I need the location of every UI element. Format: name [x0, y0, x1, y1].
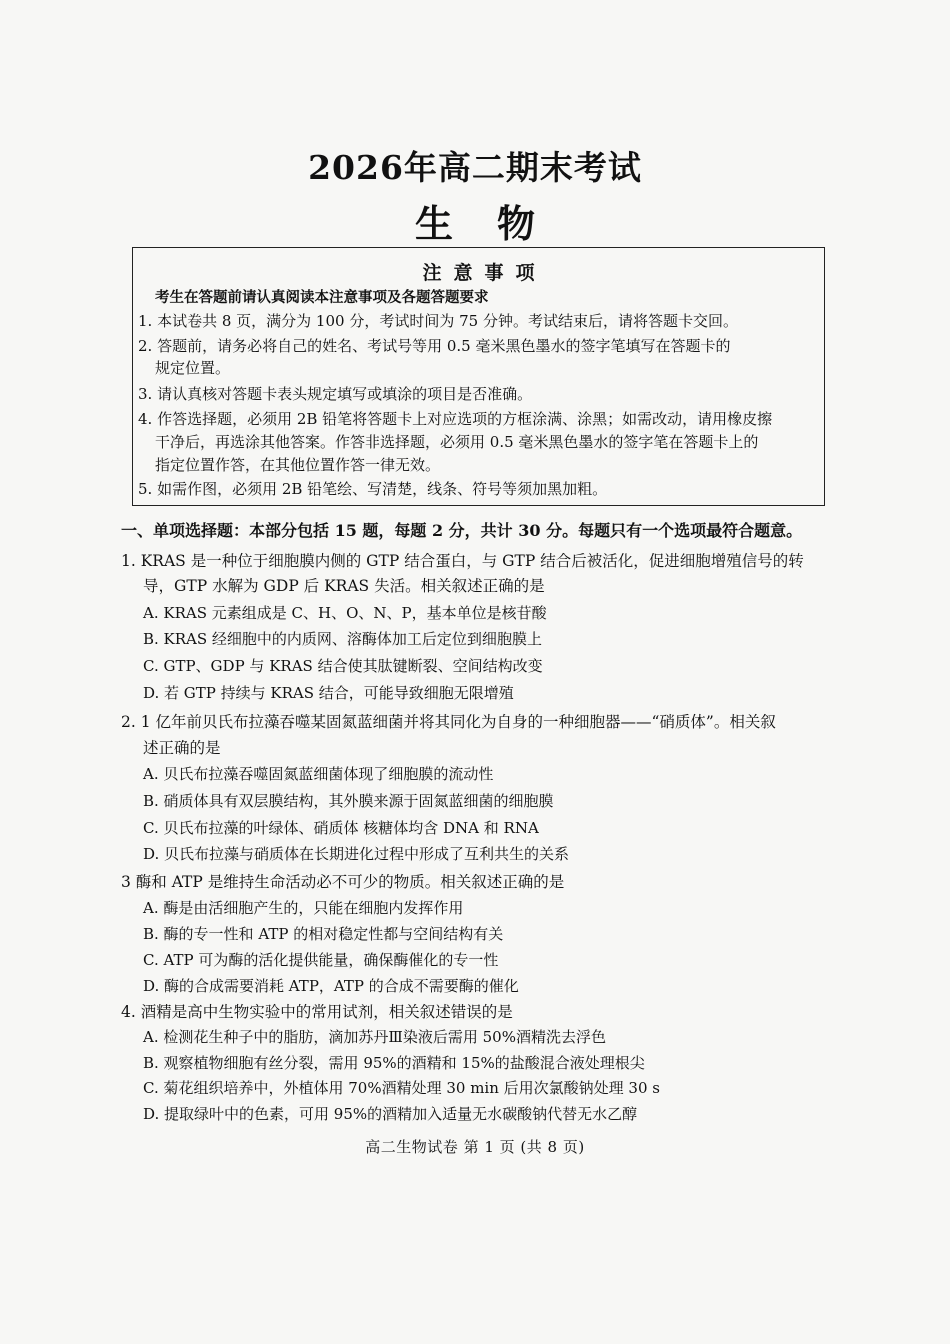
question-2-option-b: B. 硝质体具有双层膜结构，其外膜来源于固氮蓝细菌的细胞膜	[143, 792, 554, 810]
question-2-stem: 述正确的是	[143, 739, 221, 757]
question-2-option-c: C. 贝氏布拉藻的叶绿体、硝质体 核糖体均含 DNA 和 RNA	[143, 819, 539, 837]
section-title: 一、单项选择题：本部分包括 15 题，每题 2 分，共计 30 分。每题只有一个选项最符合题意。	[121, 521, 803, 540]
exam-title: 2026年高二期末考试	[308, 148, 642, 187]
question-2-option-a: A. 贝氏布拉藻吞噬固氮蓝细菌体现了细胞膜的流动性	[143, 765, 494, 783]
notice-line: 干净后，再选涂其他答案。作答非选择题，必须用 0.5 毫米黑色墨水的签字笔在答题卡上的	[155, 433, 759, 451]
notice-line: 规定位置。	[155, 359, 231, 377]
notice-box	[132, 247, 825, 506]
notice-line: 2. 答题前，请务必将自己的姓名、考试号等用 0.5 毫米黑色墨水的签字笔填写在答题卡的	[138, 337, 731, 355]
question-3-stem: 3 酶和 ATP 是维持生命活动必不可少的物质。相关叙述正确的是	[121, 873, 565, 891]
question-1-option-c: C. GTP、GDP 与 KRAS 结合使其肽键断裂、空间结构改变	[143, 657, 543, 675]
question-1-option-b: B. KRAS 经细胞中的内质网、溶酶体加工后定位到细胞膜上	[143, 630, 542, 648]
question-3-option-b: B. 酶的专一性和 ATP 的相对稳定性都与空间结构有关	[143, 925, 504, 943]
question-3-option-d: D. 酶的合成需要消耗 ATP，ATP 的合成不需要酶的催化	[143, 977, 519, 995]
notice-intro: 考生在答题前请认真阅读本注意事项及各题答题要求	[155, 289, 489, 306]
question-4-option-d: D. 提取绿叶中的色素，可用 95%的酒精加入适量无水碳酸钠代替无水乙醇	[143, 1105, 638, 1123]
notice-heading: 注意事项	[422, 262, 547, 284]
subject-title: 生物	[414, 201, 579, 246]
question-2-stem: 2. 1 亿年前贝氏布拉藻吞噬某固氮蓝细菌并将其同化为自身的一种细胞器——“硝质体”。相关叙	[121, 713, 776, 731]
question-4-option-b: B. 观察植物细胞有丝分裂，需用 95%的酒精和 15%的盐酸混合液处理根尖	[143, 1054, 645, 1072]
notice-line: 4. 作答选择题，必须用 2B 铅笔将答题卡上对应选项的方框涂满、涂黑；如需改动，请用橡皮擦	[138, 410, 773, 428]
notice-line: 指定位置作答，在其他位置作答一律无效。	[155, 456, 441, 474]
question-1-option-a: A. KRAS 元素组成是 C、H、O、N、P，基本单位是核苷酸	[143, 604, 547, 622]
question-4-option-c: C. 菊花组织培养中，外植体用 70%酒精处理 30 min 后用次氯酸钠处理 30 s	[143, 1079, 660, 1097]
question-1-stem: 导，GTP 水解为 GDP 后 KRAS 失活。相关叙述正确的是	[143, 577, 545, 595]
notice-line: 5. 如需作图，必须用 2B 铅笔绘、写清楚，线条、符号等须加黑加粗。	[138, 480, 608, 498]
question-3-option-c: C. ATP 可为酶的活化提供能量，确保酶催化的专一性	[143, 951, 499, 969]
question-3-option-a: A. 酶是由活细胞产生的，只能在细胞内发挥作用	[143, 899, 464, 917]
question-1-stem: 1. KRAS 是一种位于细胞膜内侧的 GTP 结合蛋白，与 GTP 结合后被活化，促进细胞增殖信号的转	[121, 552, 804, 570]
question-4-option-a: A. 检测花生种子中的脂肪，滴加苏丹Ⅲ染液后需用 50%酒精洗去浮色	[143, 1028, 606, 1046]
page-footer: 高二生物试卷 第 1 页 (共 8 页)	[365, 1138, 585, 1156]
question-1-option-d: D. 若 GTP 持续与 KRAS 结合，可能导致细胞无限增殖	[143, 684, 514, 702]
notice-line: 3. 请认真核对答题卡表头规定填写或填涂的项目是否准确。	[138, 385, 533, 403]
question-2-option-d: D. 贝氏布拉藻与硝质体在长期进化过程中形成了互利共生的关系	[143, 845, 570, 863]
question-4-stem: 4. 酒精是高中生物实验中的常用试剂，相关叙述错误的是	[121, 1003, 513, 1021]
notice-line: 1. 本试卷共 8 页，满分为 100 分，考试时间为 75 分钟。考试结束后，请将答题卡交回。	[138, 312, 738, 330]
